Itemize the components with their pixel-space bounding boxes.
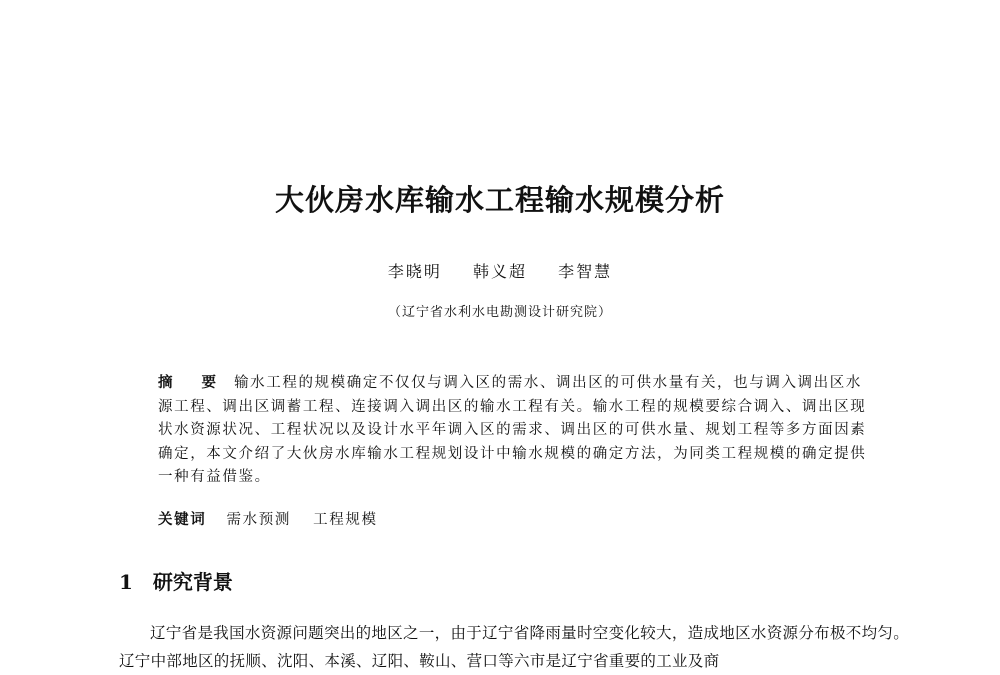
keyword: 需水预测: [226, 512, 291, 528]
keywords: [158, 508, 394, 529]
keywords-label: 关键词: [158, 512, 207, 528]
author-list: [0, 259, 1000, 282]
paper-title: 大伙房水库输水工程输水规模分析: [274, 183, 725, 217]
author-name: 韩义超: [472, 262, 527, 281]
abstract: [158, 372, 870, 490]
keyword: 工程规模: [313, 512, 378, 528]
abstract-text: 输水工程的规模确定不仅仅与调入区的需水、调出区的可供水量有关，也与调入调出区水源工程、调出区调蓄工程、连接调入调出区的输水工程有关。输水工程的规模要综合调入、调出区现状水资源状况、工程状况以及设计水平年调入区的需求、调出区的可供水量、规划工程等多方面因素确定，本文介绍了大伙房水库输水工程规划设计中输水规模的确定方法，为同类工程规模的确定提供一种有益借鉴。: [158, 375, 867, 485]
section-title: 研究背景: [152, 570, 233, 594]
author-name: 李晓明: [387, 262, 442, 281]
abstract-label: 摘 要: [158, 375, 229, 391]
section-heading: [119, 566, 233, 595]
affiliation: （辽宁省水利水电勘测设计研究院）: [387, 305, 612, 320]
section-number: 1: [119, 570, 133, 594]
body-paragraph: 辽宁省是我国水资源问题突出的地区之一，由于辽宁省降雨量时空变化较大，造成地区水资源分布极不均匀。辽宁中部地区的抚顺、沈阳、本溪、辽阳、鞍山、营口等六市是辽宁省重要的工业及商: [119, 624, 909, 670]
author-name: 李智慧: [558, 262, 613, 281]
